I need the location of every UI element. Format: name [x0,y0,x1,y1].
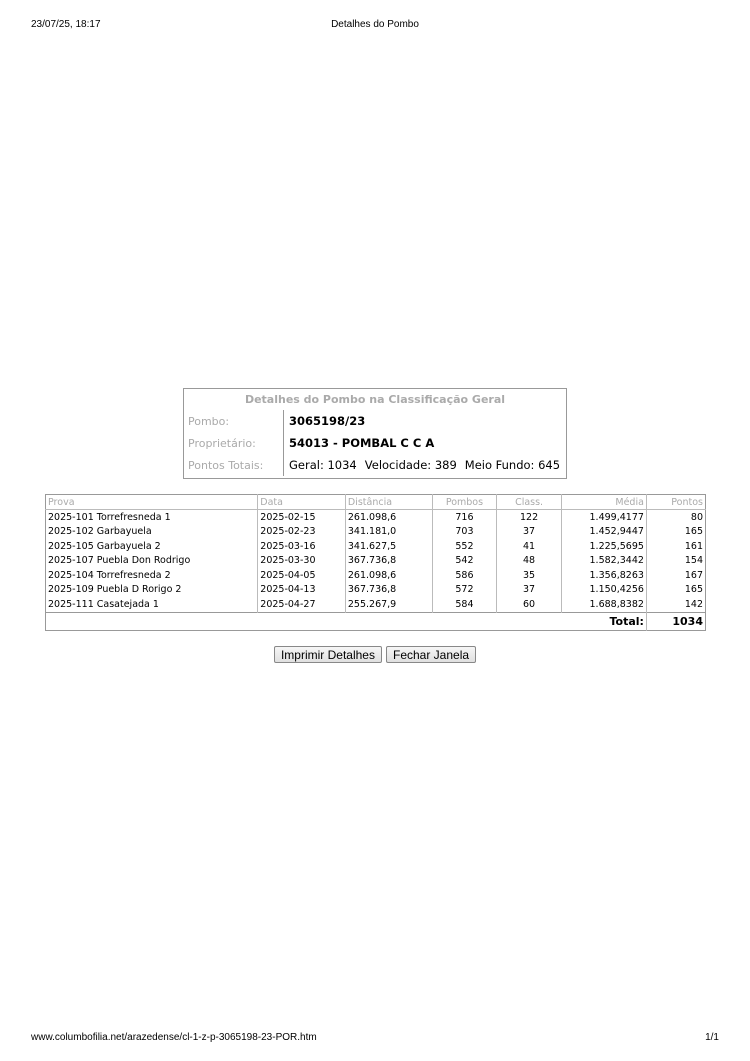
owner-value: 54013 - POMBAL C C A [289,436,435,450]
table-row [46,597,706,612]
cell-class: 41 [496,539,561,554]
cell-prova: 2025-102 Garbayuela [46,525,258,540]
table-row [46,568,706,583]
cell-data: 2025-04-13 [258,583,346,598]
cell-distancia: 255.267,9 [345,597,432,612]
total-value: 1034 [646,612,705,630]
cell-distancia: 367.736,8 [345,583,432,598]
owner-label: Proprietário: [184,432,284,454]
cell-distancia: 261.098,6 [345,510,432,525]
cell-media: 1.452,9447 [562,525,647,540]
cell-pombos: 584 [432,597,496,612]
points-label: Pontos Totais: [184,454,284,476]
cell-prova: 2025-105 Garbayuela 2 [46,539,258,554]
cell-class: 122 [496,510,561,525]
points-values [284,454,567,476]
cell-media: 1.582,3442 [562,554,647,569]
cell-media: 1.225,5695 [562,539,647,554]
table-header-row [46,495,706,510]
cell-distancia: 341.627,5 [345,539,432,554]
close-window-button[interactable]: Fechar Janela [386,646,476,663]
cell-class: 35 [496,568,561,583]
print-header [31,19,719,35]
cell-pombos: 586 [432,568,496,583]
cell-class: 48 [496,554,561,569]
action-buttons [0,646,750,663]
cell-pontos: 167 [684,569,703,581]
cell-media: 1.688,8382 [562,597,647,612]
cell-prova: 2025-111 Casatejada 1 [46,597,258,612]
total-row [46,612,706,630]
print-datetime: 23/07/25, 18:17 [31,19,101,30]
header-prova: Prova [46,495,258,510]
results-table [45,494,706,631]
print-title: Detalhes do Pombo [331,19,419,30]
cell-prova: 2025-104 Torrefresneda 2 [46,568,258,583]
points-geral: Geral: 1034 [289,458,357,472]
cell-media: 1.356,8263 [562,568,647,583]
cell-class: 37 [496,583,561,598]
cell-data: 2025-03-30 [258,554,346,569]
header-pombos: Pombos [432,495,496,510]
cell-prova: 2025-109 Puebla D Rorigo 2 [46,583,258,598]
cell-pontos: 161 [684,540,703,552]
points-velocidade: Velocidade: 389 [364,458,457,472]
cell-data: 2025-04-27 [258,597,346,612]
table-row [46,554,706,569]
cell-pombos: 552 [432,539,496,554]
print-details-button[interactable]: Imprimir Detalhes [274,646,382,663]
header-media: Média [562,495,647,510]
points-meio-fundo: Meio Fundo: 645 [464,458,561,472]
header-distancia: Distância [345,495,432,510]
table-row [46,510,706,525]
cell-pombos: 542 [432,554,496,569]
table-row [46,583,706,598]
cell-data: 2025-03-16 [258,539,346,554]
cell-pombos: 572 [432,583,496,598]
cell-class: 60 [496,597,561,612]
pombo-label: Pombo: [184,410,284,432]
cell-pontos: 142 [684,598,703,610]
details-title: Detalhes do Pombo na Classificação Geral [244,393,506,406]
cell-media: 1.150,4256 [562,583,647,598]
cell-pombos: 716 [432,510,496,525]
cell-pontos: 154 [684,555,703,567]
table-row [46,539,706,554]
pigeon-details-box [183,388,567,479]
cell-media: 1.499,4177 [562,510,647,525]
cell-pontos: 165 [684,584,703,596]
cell-pombos: 703 [432,525,496,540]
cell-prova: 2025-107 Puebla Don Rodrigo [46,554,258,569]
total-label: Total: [46,612,647,630]
page-url: www.columbofilia.net/arazedense/cl-1-z-p-3065198-23-POR.htm [31,1032,317,1043]
cell-distancia: 261.098,6 [345,568,432,583]
header-pontos: Pontos [646,495,705,510]
header-class: Class. [496,495,561,510]
cell-data: 2025-02-23 [258,525,346,540]
cell-data: 2025-04-05 [258,568,346,583]
header-data: Data [258,495,346,510]
pombo-value: 3065198/23 [289,414,366,428]
cell-pontos: 165 [684,526,703,538]
cell-data: 2025-02-15 [258,510,346,525]
cell-distancia: 367.736,8 [345,554,432,569]
page-number: 1/1 [705,1032,719,1043]
cell-distancia: 341.181,0 [345,525,432,540]
table-row [46,525,706,540]
cell-class: 37 [496,525,561,540]
print-footer [31,1032,719,1048]
cell-pontos: 80 [690,511,703,523]
cell-prova: 2025-101 Torrefresneda 1 [46,510,258,525]
